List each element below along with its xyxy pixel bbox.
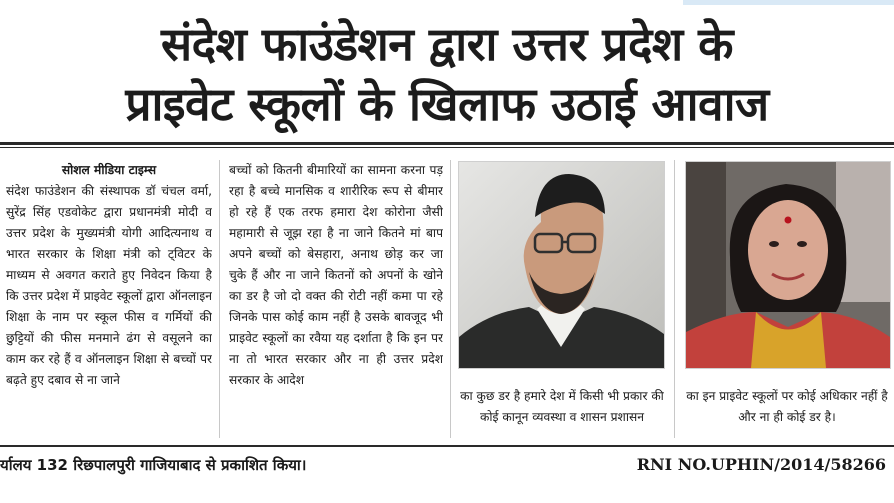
article-column-2 (229, 160, 443, 438)
caption-2: का इन प्राइवेट स्कूलों पर कोई अधिकार नहीं है और ना ही कोई डर है। (686, 389, 888, 424)
headline-line-2: प्राइवेट स्कूलों के खिलाफ उठाई आवाज (125, 77, 769, 131)
publisher-address: र्यालय 132 रिछपालपुरी गाजियाबाद से प्रकाशित किया। (0, 456, 307, 474)
article-text-2: बच्चों को कितनी बीमारियों का सामना करना पड़ रहा है बच्चे मानसिक व शारीरिक रूप से बीमार हो रहे हैं एक तरफ हमारा देश कोरोना जैसी महामारी से जूझ रहा है ना जाने कितने मां बाप अपने बच्चों को बेसहारा, अनाथ छोड़ कर जा चुके हैं और ना जाने कितनों को अपनों के खोने का डर है जो दो वक्त की रोटी नहीं कमा पा रहे जिनके पास कोई काम नहीं है उसके बावजूद भी प्राइवेट स्कूलों का रवैया यह दर्शाता है कि इन पर ना तो भारत सरकार और ना ही उत्तर प्रदेश सरकार के आदेश (229, 163, 443, 387)
byline: सोशल मीडिया टाइम्स (61, 163, 157, 177)
article-text-1: संदेश फाउंडेशन की संस्थापक डॉ चंचल वर्मा, सुरेंद्र सिंह एडवोकेट द्वारा प्रधानमंत्री मोदी व उत्तर प्रदेश के मुख्यमंत्री योगी आदित्यनाथ व भारत सरकार के शिक्षा मंत्री को ट्विटर के माध्यम से अवगत कराते हुए निवेदन किया है कि उत्तर प्रदेश में प्राइवेट स्कूलों द्वारा ऑनलाइन शिक्षा के नाम पर स्कूल फीस व गर्मियों की छुट्टियों की फीस मनमाने ढंग से वसूलने का काम कर रहे हैं व ऑनलाइन शिक्षा से बच्चों पर बढ़ते हुए दबाव से ना जाने (6, 184, 212, 387)
headline (0, 14, 894, 134)
headline-divider-thin (0, 147, 894, 148)
footer-divider (0, 445, 894, 447)
woman-portrait-image (686, 162, 890, 368)
column-separator (450, 160, 451, 438)
headline-line-1: संदेश फाउंडेशन द्वारा उत्तर प्रदेश के (161, 17, 733, 71)
woman-portrait-photo (685, 161, 891, 369)
column-separator (674, 160, 675, 438)
column-separator (219, 160, 220, 438)
man-portrait-photo (458, 161, 665, 369)
article-column-1 (6, 160, 212, 438)
headline-divider (0, 142, 894, 145)
caption-1: का कुछ डर है हमारे देश में किसी भी प्रकार की कोई कानून व्यवस्था व शासन प्रशासन (460, 389, 664, 424)
man-portrait-image (459, 162, 664, 368)
rni-number: RNI NO.UPHIN/2014/58266 (636, 455, 886, 474)
top-edge-strip (683, 0, 894, 5)
